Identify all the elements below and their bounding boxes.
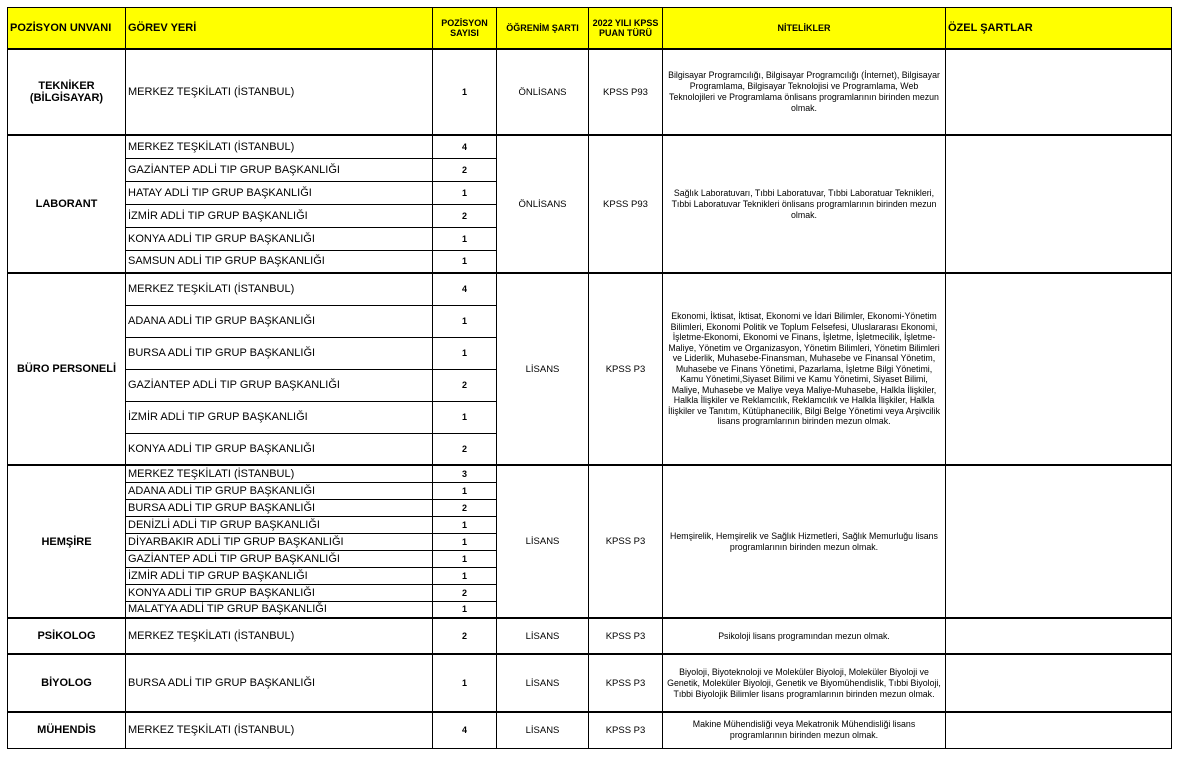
group-technician	[8, 49, 1172, 135]
location-cell: MERKEZ TEŞKİLATI (İSTANBUL)	[126, 49, 433, 135]
education-cell: LİSANS	[497, 465, 589, 618]
header-qualifications: NİTELİKLER	[663, 8, 946, 50]
count-cell: 1	[433, 567, 497, 584]
table-row	[8, 273, 1172, 305]
education-cell: LİSANS	[497, 654, 589, 712]
location-cell: GAZİANTEP ADLİ TIP GRUP BAŞKANLIĞI	[126, 158, 433, 181]
count-cell: 1	[433, 49, 497, 135]
group-biologist	[8, 654, 1172, 712]
qualifications-cell: Psikoloji lisans programından mezun olmak.	[663, 618, 946, 654]
location-cell: KONYA ADLİ TIP GRUP BAŞKANLIĞI	[126, 584, 433, 601]
location-cell: GAZİANTEP ADLİ TIP GRUP BAŞKANLIĞI	[126, 550, 433, 567]
header-special: ÖZEL ŞARTLAR	[946, 8, 1172, 50]
location-cell: BURSA ADLİ TIP GRUP BAŞKANLIĞI	[126, 337, 433, 369]
qualifications-cell: Ekonomi, İktisat, İktisat, Ekonomi ve İdari Bilimler, Ekonomi-Yönetim Bilimleri, Ekonomi Politik ve Toplum Felsefesi, Uluslararası Ekonomi, İşletme-Ekonomi, Ekonomi ve Finans, İşletme, İşletmecilik, İşletme-Maliye, Yönetim ve Organizasyon, Yönetim Bilimleri, Yönetim Bilimleri ve Liderlik, Muhasebe-Finansman, Muhasebe ve Finansal Yönetim, Muhasebe ve Finans Yönetimi, Pazarlama, İşletme Bilgi Yönetimi, Kamu Yönetimi,Siyaset Bilimi ve Kamu Yönetimi, Siyaset Bilimi, Maliye, Muhasebe ve Maliye veya Maliye-Muhasebe, Halkla İlişkiler, Halkla İlişkiler ve Reklamcılık, Reklamcılık ve Halkla İlişkiler, Halkla İlişkiler ve Tanıtım, Kütüphanecilik, Bilgi Belge Yönetimi veya Arşivcilik lisans programlarının birinden mezun olmak.	[663, 273, 946, 465]
location-cell: MERKEZ TEŞKİLATI (İSTANBUL)	[126, 618, 433, 654]
count-cell: 4	[433, 273, 497, 305]
position-title: LABORANT	[8, 135, 126, 273]
kpss-cell: KPSS P3	[589, 712, 663, 748]
table-row	[8, 465, 1172, 482]
group-laborant	[8, 135, 1172, 273]
location-cell: İZMİR ADLİ TIP GRUP BAŞKANLIĞI	[126, 401, 433, 433]
count-cell: 2	[433, 369, 497, 401]
group-psychologist	[8, 618, 1172, 654]
table-row	[8, 654, 1172, 712]
count-cell: 1	[433, 227, 497, 250]
kpss-cell: KPSS P93	[589, 135, 663, 273]
count-cell: 2	[433, 618, 497, 654]
count-cell: 1	[433, 550, 497, 567]
position-title: HEMŞİRE	[8, 465, 126, 618]
position-title: MÜHENDİS	[8, 712, 126, 748]
header-location: GÖREV YERİ	[126, 8, 433, 50]
education-cell: LİSANS	[497, 712, 589, 748]
kpss-cell: KPSS P3	[589, 273, 663, 465]
count-cell: 1	[433, 533, 497, 550]
location-cell: SAMSUN ADLİ TIP GRUP BAŞKANLIĞI	[126, 250, 433, 273]
location-cell: İZMİR ADLİ TIP GRUP BAŞKANLIĞI	[126, 204, 433, 227]
count-cell: 1	[433, 181, 497, 204]
location-cell: MALATYA ADLİ TIP GRUP BAŞKANLIĞI	[126, 601, 433, 618]
location-cell: MERKEZ TEŞKİLATI (İSTANBUL)	[126, 712, 433, 748]
location-cell: İZMİR ADLİ TIP GRUP BAŞKANLIĞI	[126, 567, 433, 584]
position-title: BİYOLOG	[8, 654, 126, 712]
group-office-staff	[8, 273, 1172, 465]
count-cell: 2	[433, 204, 497, 227]
qualifications-cell: Makine Mühendisliği veya Mekatronik Mühendisliği lisans programlarının birinden mezun olmak.	[663, 712, 946, 748]
qualifications-cell: Hemşirelik, Hemşirelik ve Sağlık Hizmetleri, Sağlık Memurluğu lisans programlarının birinden mezun olmak.	[663, 465, 946, 618]
count-cell: 1	[433, 337, 497, 369]
qualifications-cell: Bilgisayar Programcılığı, Bilgisayar Programcılığı (İnternet), Bilgisayar Programlama, Bilgisayar Teknolojisi ve Programlama, Web Teknolojileri ve Programlama önlisans programlarının birinden mezun olmak.	[663, 49, 946, 135]
count-cell: 1	[433, 401, 497, 433]
position-title: PSİKOLOG	[8, 618, 126, 654]
location-cell: MERKEZ TEŞKİLATI (İSTANBUL)	[126, 273, 433, 305]
count-cell: 2	[433, 584, 497, 601]
table-row	[8, 49, 1172, 135]
special-cell	[946, 135, 1172, 273]
location-cell: KONYA ADLİ TIP GRUP BAŞKANLIĞI	[126, 227, 433, 250]
header-count: POZİSYON SAYISI	[433, 8, 497, 50]
location-cell: GAZİANTEP ADLİ TIP GRUP BAŞKANLIĞI	[126, 369, 433, 401]
special-cell	[946, 49, 1172, 135]
count-cell: 2	[433, 158, 497, 181]
location-cell: BURSA ADLİ TIP GRUP BAŞKANLIĞI	[126, 499, 433, 516]
table-row	[8, 712, 1172, 748]
kpss-cell: KPSS P3	[589, 618, 663, 654]
count-cell: 1	[433, 601, 497, 618]
location-cell: ADANA ADLİ TIP GRUP BAŞKANLIĞI	[126, 305, 433, 337]
count-cell: 1	[433, 516, 497, 533]
location-cell: ADANA ADLİ TIP GRUP BAŞKANLIĞI	[126, 482, 433, 499]
education-cell: LİSANS	[497, 273, 589, 465]
education-cell: ÖNLİSANS	[497, 135, 589, 273]
count-cell: 3	[433, 465, 497, 482]
position-title: BÜRO PERSONELİ	[8, 273, 126, 465]
special-cell	[946, 618, 1172, 654]
count-cell: 1	[433, 305, 497, 337]
qualifications-cell: Biyoloji, Biyoteknoloji ve Moleküler Biyoloji, Moleküler Biyoloji ve Genetik, Moleküler Biyoloji, Genetik ve Biyomühendislik, Tıbbi Biyoloji, Tıbbi Biyolojik Bilimler lisans programlarının birinden mezun olmak.	[663, 654, 946, 712]
count-cell: 1	[433, 654, 497, 712]
count-cell: 2	[433, 499, 497, 516]
location-cell: HATAY ADLİ TIP GRUP BAŞKANLIĞI	[126, 181, 433, 204]
count-cell: 1	[433, 482, 497, 499]
count-cell: 4	[433, 712, 497, 748]
location-cell: BURSA ADLİ TIP GRUP BAŞKANLIĞI	[126, 654, 433, 712]
location-cell: MERKEZ TEŞKİLATI (İSTANBUL)	[126, 135, 433, 158]
location-cell: MERKEZ TEŞKİLATI (İSTANBUL)	[126, 465, 433, 482]
kpss-cell: KPSS P3	[589, 654, 663, 712]
location-cell: KONYA ADLİ TIP GRUP BAŞKANLIĞI	[126, 433, 433, 465]
header-education: ÖĞRENİM ŞARTI	[497, 8, 589, 50]
table-row	[8, 135, 1172, 158]
special-cell	[946, 712, 1172, 748]
special-cell	[946, 465, 1172, 618]
kpss-cell: KPSS P93	[589, 49, 663, 135]
count-cell: 4	[433, 135, 497, 158]
special-cell	[946, 273, 1172, 465]
positions-table	[7, 7, 1172, 749]
count-cell: 1	[433, 250, 497, 273]
table-row	[8, 618, 1172, 654]
header-row	[8, 8, 1172, 50]
education-cell: LİSANS	[497, 618, 589, 654]
group-nurse	[8, 465, 1172, 618]
group-engineer	[8, 712, 1172, 748]
header-kpss: 2022 YILI KPSS PUAN TÜRÜ	[589, 8, 663, 50]
location-cell: DİYARBAKIR ADLİ TIP GRUP BAŞKANLIĞI	[126, 533, 433, 550]
location-cell: DENİZLİ ADLİ TIP GRUP BAŞKANLIĞI	[126, 516, 433, 533]
kpss-cell: KPSS P3	[589, 465, 663, 618]
count-cell: 2	[433, 433, 497, 465]
special-cell	[946, 654, 1172, 712]
position-title: TEKNİKER (BİLGİSAYAR)	[8, 49, 126, 135]
header-title: POZİSYON UNVANI	[8, 8, 126, 50]
qualifications-cell: Sağlık Laboratuvarı, Tıbbi Laboratuvar, Tıbbi Laboratuar Teknikleri, Tıbbi Laboratuvar Teknikleri önlisans programlarının birinden mezun olmak.	[663, 135, 946, 273]
education-cell: ÖNLİSANS	[497, 49, 589, 135]
